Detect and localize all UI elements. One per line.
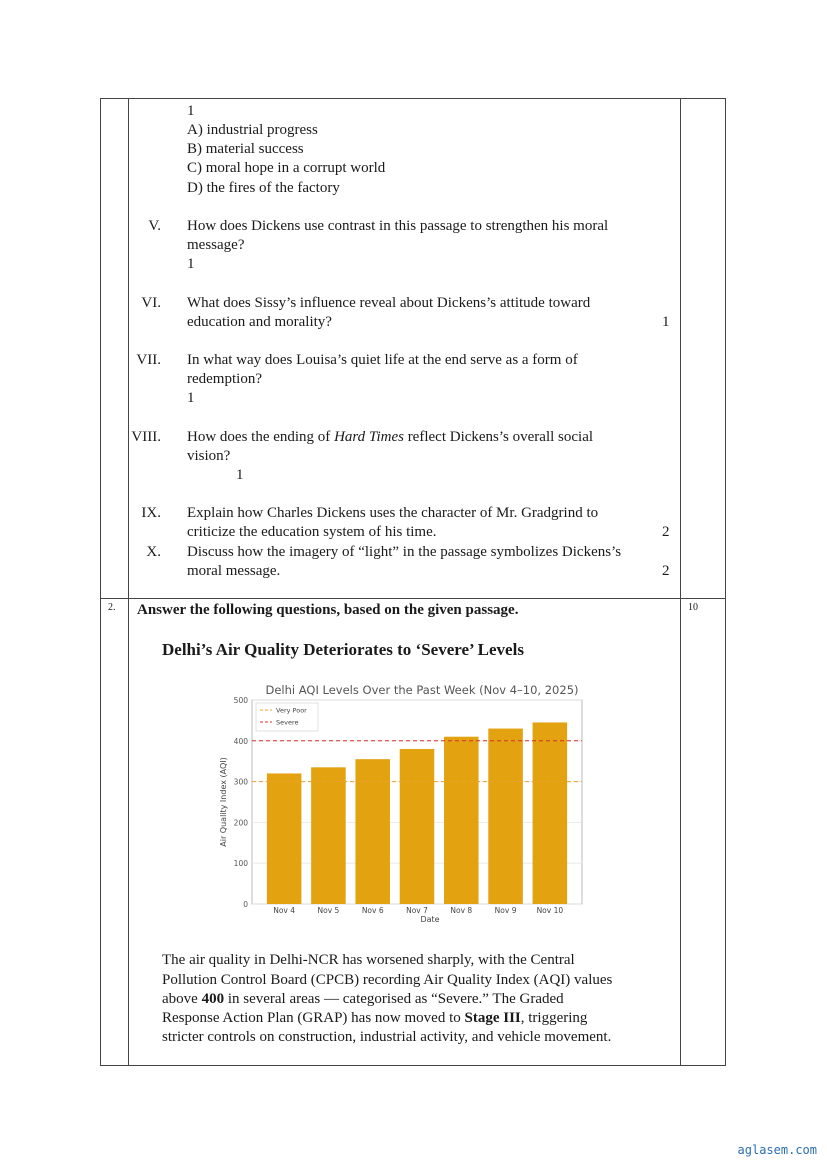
x-tick-label: Nov 5 bbox=[317, 906, 340, 915]
question-number: 2. bbox=[108, 602, 116, 613]
question-number: X. bbox=[146, 544, 161, 560]
book-title: Hard Times bbox=[334, 429, 404, 445]
x-tick-label: Nov 4 bbox=[273, 906, 296, 915]
question-text-cont: redemption? bbox=[187, 371, 262, 387]
question-text-cont: education and morality? bbox=[187, 314, 332, 330]
question-mark: 2 bbox=[662, 524, 670, 540]
passage-line bbox=[162, 1009, 587, 1028]
bar-nov-9 bbox=[488, 729, 523, 904]
x-tick-label: Nov 7 bbox=[406, 906, 428, 915]
option-b: B) material success bbox=[187, 141, 304, 157]
question-mark: 1 bbox=[236, 467, 244, 483]
x-tick-label: Nov 9 bbox=[494, 906, 517, 915]
question-text-part: How does the ending of bbox=[187, 429, 335, 445]
question-mark: 1 bbox=[187, 256, 195, 272]
y-tick-label: 0 bbox=[243, 900, 248, 909]
passage-line: stricter controls on construction, industrial activity, and vehicle movement. bbox=[162, 1029, 612, 1045]
legend-label-severe: Severe bbox=[276, 718, 299, 727]
bar-nov-8 bbox=[444, 737, 479, 904]
question-text-cont: message? bbox=[187, 237, 245, 253]
question-text: How does Dickens use contrast in this passage to strengthen his moral bbox=[187, 218, 609, 234]
option-d: D) the fires of the factory bbox=[187, 180, 340, 196]
chart-legend bbox=[256, 703, 318, 731]
bar-nov-4 bbox=[267, 773, 302, 904]
question-text: Discuss how the imagery of “light” in the passage symbolizes Dickens’s bbox=[187, 544, 622, 560]
x-tick-label: Nov 10 bbox=[536, 906, 564, 915]
table-divider-left bbox=[128, 98, 129, 1066]
question-text bbox=[187, 428, 593, 447]
passage-text: above bbox=[162, 991, 202, 1007]
question-text: In what way does Louisa’s quiet life at the end serve as a form of bbox=[187, 352, 578, 368]
y-tick-label: 200 bbox=[233, 818, 248, 828]
question-mark: 2 bbox=[662, 563, 670, 579]
legend-label-very-poor: Very Poor bbox=[276, 706, 307, 715]
question-mark: 1 bbox=[187, 390, 195, 406]
passage-text: Response Action Plan (GRAP) has now moved to bbox=[162, 1010, 465, 1026]
y-tick-label: 100 bbox=[233, 859, 248, 869]
question-text: What does Sissy’s influence reveal about Dickens’s attitude toward bbox=[187, 295, 591, 311]
x-tick-label: Nov 8 bbox=[450, 906, 473, 915]
chart-title: Delhi AQI Levels Over the Past Week (Nov 4–10, 2025) bbox=[265, 683, 579, 697]
aqi-bar-chart bbox=[212, 678, 592, 928]
instruction: Answer the following questions, based on the given passage. bbox=[137, 602, 519, 618]
passage-text: , triggering bbox=[520, 1010, 588, 1026]
x-axis-label: Date bbox=[420, 915, 440, 924]
question-text-cont: moral message. bbox=[187, 563, 281, 579]
passage-line bbox=[162, 990, 564, 1009]
question-number: IX. bbox=[141, 505, 161, 521]
y-axis-label: Air Quality Index (AQI) bbox=[219, 757, 228, 847]
bar-nov-5 bbox=[311, 767, 346, 904]
passage-text: in several areas — categorised as “Severe.” The Graded bbox=[224, 991, 564, 1007]
y-tick-label: 400 bbox=[233, 736, 248, 746]
site-watermark[interactable]: aglasem.com bbox=[737, 1143, 817, 1157]
y-tick-label: 500 bbox=[233, 696, 248, 705]
bar-nov-10 bbox=[533, 722, 568, 904]
question-mark: 1 bbox=[662, 314, 670, 330]
passage-line: Pollution Control Board (CPCB) recording Air Quality Index (AQI) values bbox=[162, 972, 613, 988]
table-divider-right bbox=[680, 98, 681, 1066]
y-tick-label: 300 bbox=[233, 777, 248, 787]
previous-question-mark: 1 bbox=[187, 103, 195, 119]
x-tick-label: Nov 6 bbox=[361, 906, 384, 915]
passage-headline: Delhi’s Air Quality Deteriorates to ‘Severe’ Levels bbox=[162, 640, 524, 659]
question-number: V. bbox=[148, 218, 161, 234]
grap-stage-highlight: Stage III bbox=[464, 1010, 521, 1026]
total-marks: 10 bbox=[688, 602, 698, 613]
question-text-cont: vision? bbox=[187, 448, 231, 464]
question-text-cont: criticize the education system of his time. bbox=[187, 524, 437, 540]
bar-nov-6 bbox=[355, 759, 390, 904]
passage-line: The air quality in Delhi-NCR has worsened sharply, with the Central bbox=[162, 952, 575, 968]
question-text-part: reflect Dickens’s overall social bbox=[403, 429, 594, 445]
question-number: VII. bbox=[136, 352, 161, 368]
option-c: C) moral hope in a corrupt world bbox=[187, 160, 386, 176]
question-text: Explain how Charles Dickens uses the character of Mr. Gradgrind to bbox=[187, 505, 599, 521]
aqi-value-highlight: 400 bbox=[201, 991, 225, 1007]
question-number: VIII. bbox=[131, 429, 161, 445]
row-divider bbox=[100, 598, 726, 599]
option-a: A) industrial progress bbox=[187, 122, 318, 138]
bar-nov-7 bbox=[400, 749, 435, 904]
question-number: VI. bbox=[141, 295, 161, 311]
